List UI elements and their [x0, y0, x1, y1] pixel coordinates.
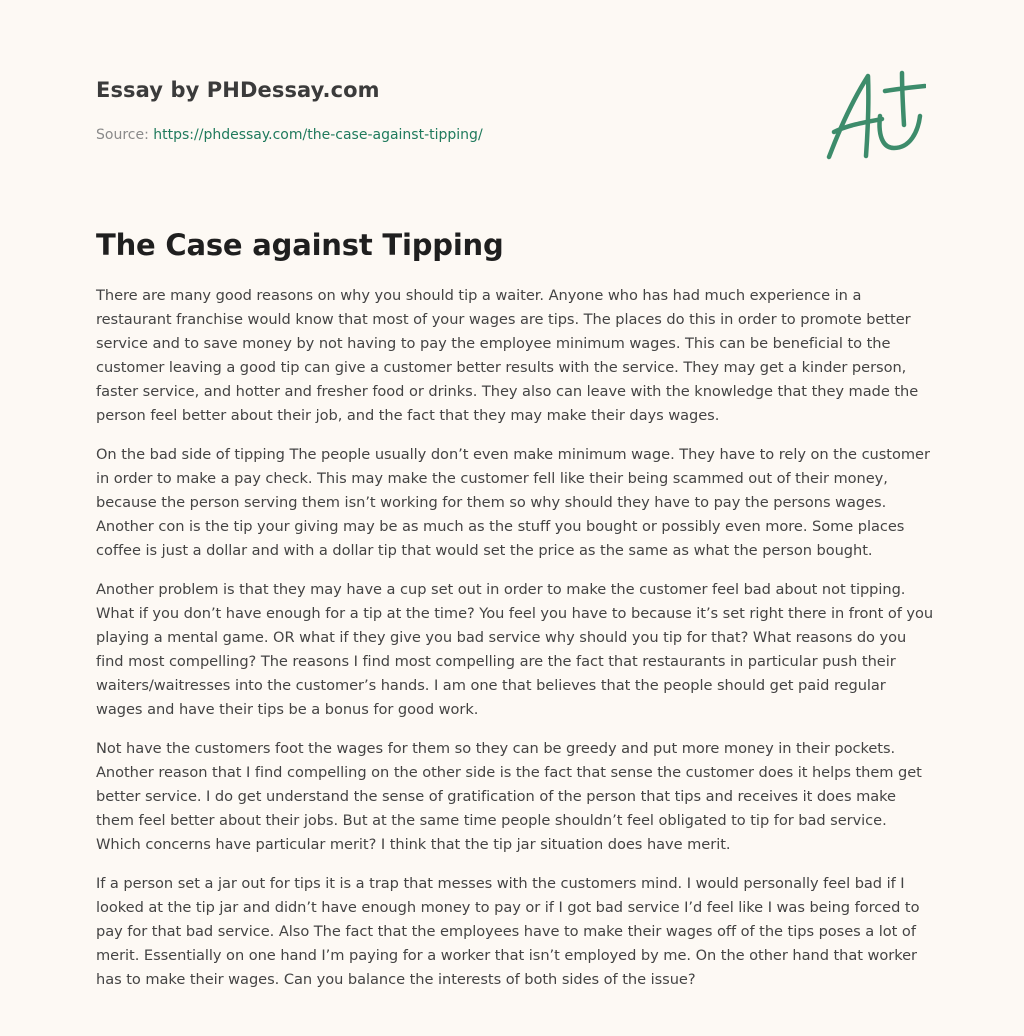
- essay-title: The Case against Tipping: [96, 228, 504, 262]
- essay-body: [96, 284, 936, 1007]
- site-brand: Essay by PHDessay.com: [96, 78, 380, 102]
- essay-paragraph: On the bad side of tipping The people usually don’t even make minimum wage. They have to rely on the customer in order to make a pay check. This may make the customer fell like their being scammed out of their money, because the person serving them isn’t working for them so why should they have to pay the persons wages. Another con is the tip your giving may be as much as the stuff you bought or possibly even more. Some places coffee is just a dollar and with a dollar tip that would set the price as the same as what the person bought.: [96, 446, 930, 559]
- source-line: [96, 125, 796, 145]
- essay-paragraph: Another problem is that they may have a cup set out in order to make the customer feel bad about not tipping. What if you don’t have enough for a tip at the time? You feel you have to because it’s set right there in front of you playing a mental game. OR what if they give you bad service why should you tip for that? What reasons do you find most compelling? The reasons I find most compelling are the fact that restaurants in particular push their waiters/waitresses into the customer’s hands. I am one that believes that the people should get paid regular wages and have their tips be a bonus for good work.: [96, 581, 934, 718]
- document-header: [96, 76, 796, 145]
- a-plus-logo-icon: [822, 68, 926, 164]
- essay-paragraph: Not have the customers foot the wages for them so they can be greedy and put more money in their pockets. Another reason that I find compelling on the other side is the fact that sense the customer does it helps them get better service. I do get understand the sense of gratification of the person that tips and receives it does make them feel better about their jobs. But at the same time people shouldn’t feel obligated to tip for bad service. Which concerns have particular merit? I think that the tip jar situation does have merit.: [96, 740, 922, 853]
- essay-paragraph: There are many good reasons on why you should tip a waiter. Anyone who has had much experience in a restaurant franchise would know that most of your wages are tips. The places do this in order to promote better service and to save money by not having to pay the employee minimum wages. This can be beneficial to the customer leaving a good tip can give a customer better results with the service. They may get a kinder person, faster service, and hotter and fresher food or drinks. They also can leave with the knowledge that they made the person feel better about their job, and the fact that they may make their days wages.: [96, 287, 919, 424]
- essay-paragraph: If a person set a jar out for tips it is a trap that messes with the customers mind. I would personally feel bad if I looked at the tip jar and didn’t have enough money to pay or if I got bad service I’d feel like I was being forced to pay for that bad service. Also The fact that the employees have to make their wages off of the tips poses a lot of merit. Essentially on one hand I’m paying for a worker that isn’t employed by me. On the other hand that worker has to make their wages. Can you balance the interests of both sides of the issue?: [96, 875, 920, 988]
- source-link[interactable]: https://phdessay.com/the-case-against-tipping/: [153, 127, 483, 143]
- source-label: Source:: [96, 127, 154, 143]
